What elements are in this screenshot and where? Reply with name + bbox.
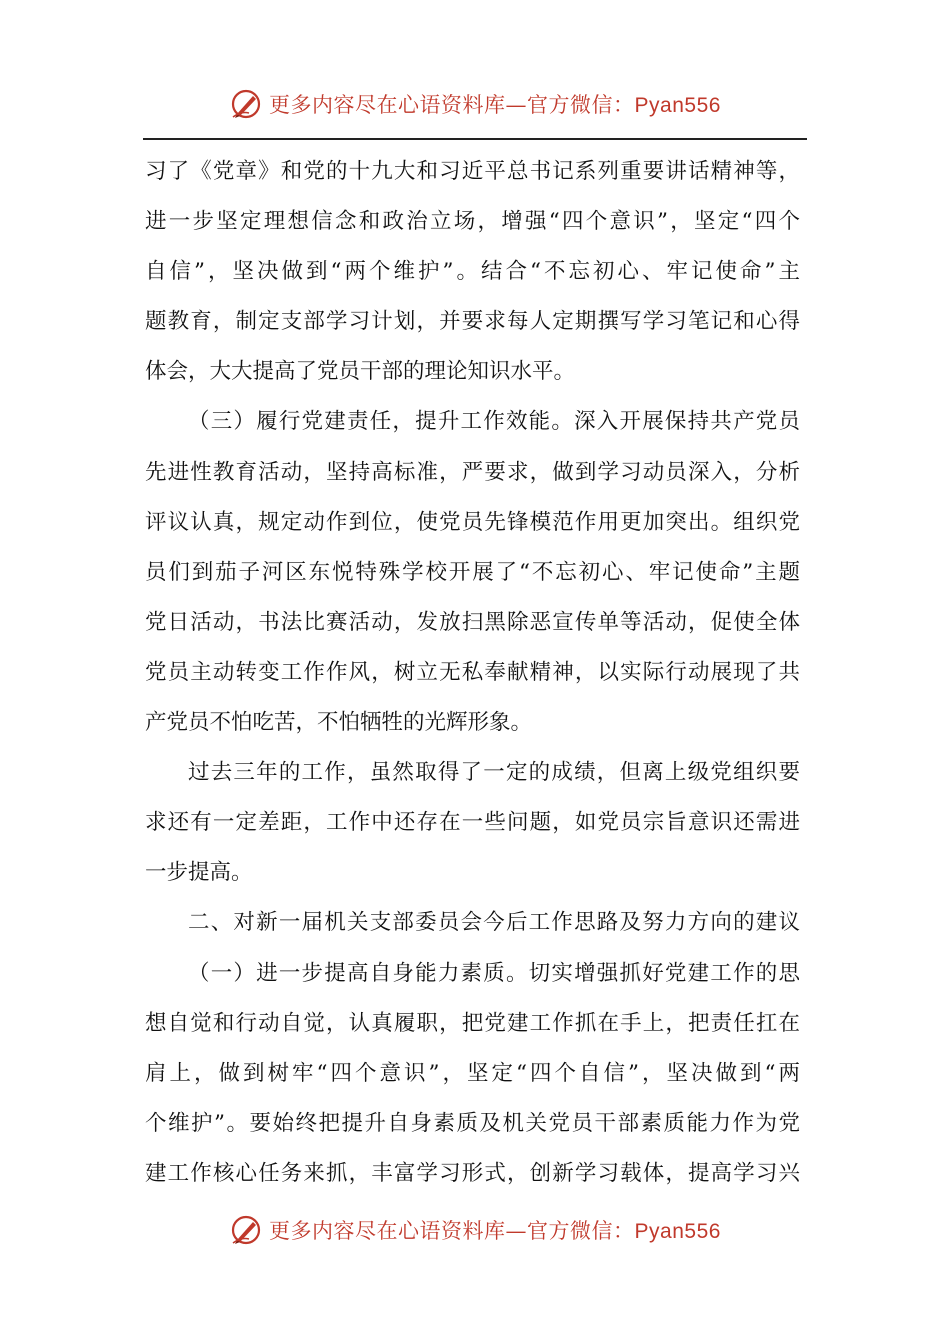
body-line: 先进性教育活动，坚持高标准，严要求，做到学习动员深入，分析 [145, 459, 800, 485]
body-line: 求还有一定差距，工作中还存在一些问题，如党员宗旨意识还需进 [145, 810, 800, 836]
document-body [145, 147, 800, 1199]
body-line: 产党员不怕吃苦，不怕牺牲的光辉形象。 [145, 710, 533, 736]
body-line: 想自觉和行动自觉，认真履职，把党建工作抓在手上，把责任扛在 [145, 1010, 800, 1036]
pen-logo-icon [229, 87, 263, 121]
watermark-text [269, 1215, 721, 1245]
body-line: 一步提高。 [145, 860, 253, 886]
watermark-id: Pyan556 [634, 1220, 721, 1243]
body-line: 个维护”。要始终把提升自身素质及机关党员干部素质能力作为党 [145, 1110, 800, 1136]
body-line: 员们到茄子河区东悦特殊学校开展了“不忘初心、牢记使命”主题 [145, 559, 800, 585]
body-line: 党员主动转变工作作风，树立无私奉献精神，以实际行动展现了共 [145, 659, 800, 685]
body-line: 自信”，坚决做到“两个维护”。结合“不忘初心、牢记使命”主 [145, 259, 800, 285]
body-line: （三）履行党建责任，提升工作效能。深入开展保持共产党员 [188, 409, 800, 435]
watermark-text [269, 89, 721, 119]
body-line: 过去三年的工作，虽然取得了一定的成绩，但离上级党组织要 [188, 760, 800, 786]
body-line: 习了《党章》和党的十九大和习近平总书记系列重要讲话精神等， [145, 159, 800, 184]
body-line: 题教育，制定支部学习计划，并要求每人定期撰写学习笔记和心得 [145, 309, 800, 335]
body-line: 肩上，做到树牢“四个意识”，坚定“四个自信”，坚决做到“两 [145, 1060, 800, 1086]
body-line: （一）进一步提高自身能力素质。切实增强抓好党建工作的思 [188, 960, 800, 986]
header-watermark [0, 86, 950, 122]
body-line: 评议认真，规定动作到位，使党员先锋模范作用更加突出。组织党 [145, 509, 800, 535]
watermark-id: Pyan556 [634, 94, 721, 117]
watermark-cn: 更多内容尽在心语资料库—官方微信： [269, 1219, 635, 1243]
header-rule [143, 138, 807, 140]
watermark-cn: 更多内容尽在心语资料库—官方微信： [269, 93, 635, 117]
body-line: 进一步坚定理想信念和政治立场，增强“四个意识”，坚定“四个 [145, 209, 800, 235]
pen-logo-icon [229, 1213, 263, 1247]
body-line: 党日活动，书法比赛活动，发放扫黑除恶宣传单等活动，促使全体 [145, 609, 800, 635]
body-line: 建工作核心任务来抓，丰富学习形式，创新学习载体，提高学习兴 [145, 1160, 800, 1186]
footer-watermark [0, 1212, 950, 1248]
section-heading: 二、对新一届机关支部委员会今后工作思路及努力方向的建议 [188, 910, 800, 936]
body-line: 体会，大大提高了党员干部的理论知识水平。 [145, 359, 576, 385]
